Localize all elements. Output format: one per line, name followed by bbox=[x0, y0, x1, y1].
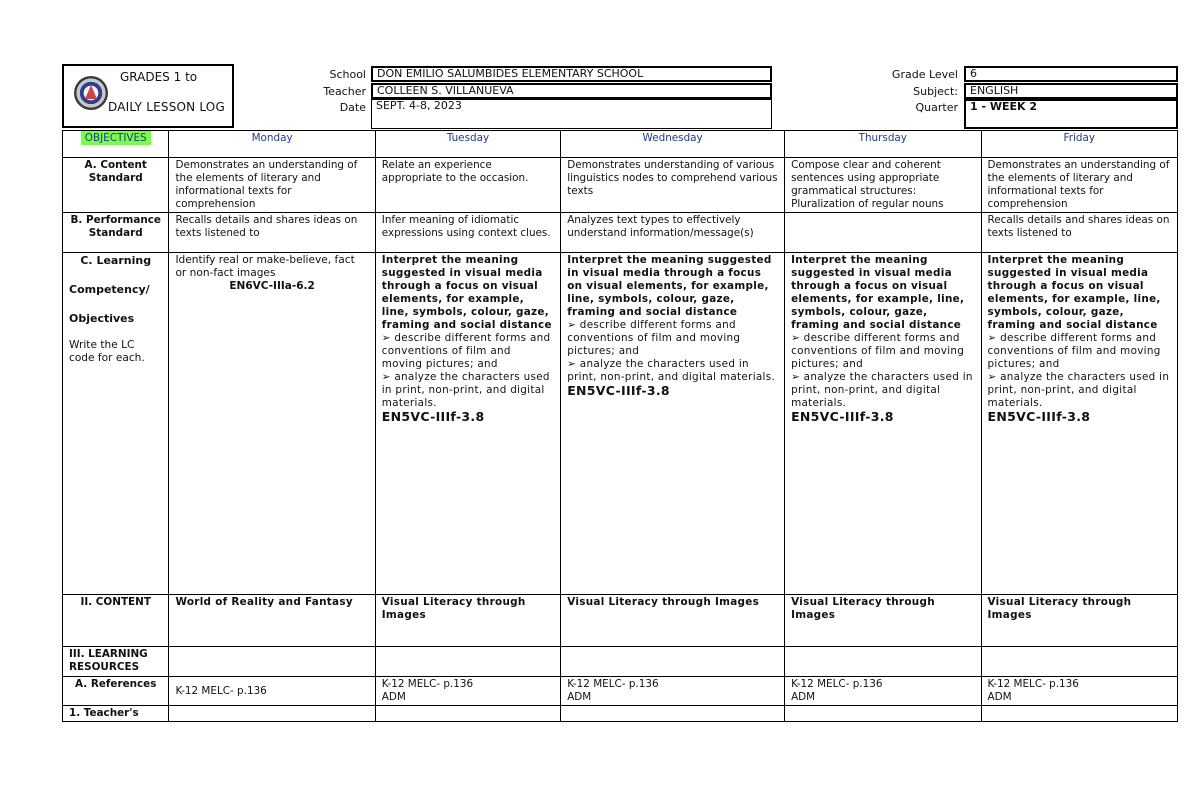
learning-resources-thursday bbox=[785, 647, 981, 677]
lc-code-note: Write the LC code for each. bbox=[69, 339, 145, 364]
lc-tuesday-bullet-1: ➢ describe different forms and conventions of film and moving pictures; and bbox=[381, 332, 551, 370]
title-box bbox=[62, 64, 234, 128]
objectives-tag: OBJECTIVES bbox=[81, 131, 151, 145]
school-value: DON EMILIO SALUMBIDES ELEMENTARY SCHOOL bbox=[371, 66, 772, 82]
lc-tuesday-code: EN5VC-IIIf-3.8 bbox=[381, 409, 485, 424]
content-wednesday: Visual Literacy through Images bbox=[561, 595, 785, 647]
performance-standard-thursday bbox=[785, 213, 981, 253]
learning-resources-friday bbox=[981, 647, 1177, 677]
references-wednesday bbox=[561, 677, 785, 706]
performance-standard-row bbox=[63, 213, 1178, 253]
day-wednesday: Wednesday bbox=[561, 131, 785, 158]
lc-thursday-bullet-2: ➢ analyze the characters used in print, non-print, and digital materials. bbox=[791, 371, 973, 409]
references-tuesday bbox=[375, 677, 560, 706]
lesson-log-table bbox=[62, 130, 1178, 722]
grades-title: GRADES 1 to bbox=[120, 70, 198, 84]
lc-friday-bullet-1: ➢ describe different forms and conventions of film and moving pictures; and bbox=[987, 332, 1161, 370]
grade-level-value: 6 bbox=[964, 66, 1178, 82]
subject-value: ENGLISH bbox=[964, 83, 1178, 99]
references-row bbox=[63, 677, 1178, 706]
teacher-guide-label: 1. Teacher's bbox=[63, 706, 169, 722]
content-monday: World of Reality and Fantasy bbox=[169, 595, 375, 647]
references-tuesday-adm: ADM bbox=[381, 691, 406, 703]
content-standard-thursday: Compose clear and coherent sentences using appropriate grammatical structures: Pluralization of regular nouns bbox=[785, 158, 981, 213]
references-wednesday-adm: ADM bbox=[567, 691, 592, 703]
learning-competency-label-cell bbox=[63, 253, 169, 595]
grade-level-label: Grade Level bbox=[891, 68, 958, 81]
references-wednesday-melc: K-12 MELC- p.136 bbox=[567, 678, 659, 690]
date-label: Date bbox=[339, 101, 366, 114]
performance-standard-tuesday: Infer meaning of idiomatic expressions using context clues. bbox=[375, 213, 560, 253]
learning-competency-wednesday bbox=[561, 253, 785, 595]
references-thursday-adm: ADM bbox=[791, 691, 816, 703]
references-tuesday-melc: K-12 MELC- p.136 bbox=[381, 678, 474, 690]
references-thursday bbox=[785, 677, 981, 706]
daily-lesson-log-title: DAILY LESSON LOG bbox=[108, 100, 225, 114]
performance-standard-wednesday: Analyzes text types to effectively understand information/message(s) bbox=[561, 213, 785, 253]
lc-monday-text: Identify real or make-believe, fact or non-fact images bbox=[175, 254, 355, 279]
learning-competency-label-1: C. Learning bbox=[80, 254, 152, 267]
learning-competency-thursday bbox=[785, 253, 981, 595]
learning-competency-tuesday bbox=[375, 253, 560, 595]
lc-friday-code: EN5VC-IIIf-3.8 bbox=[987, 409, 1091, 424]
content-standard-friday: Demonstrates an understanding of the elements of literary and informational texts for comprehension bbox=[981, 158, 1177, 213]
content-tuesday: Visual Literacy through Images bbox=[375, 595, 560, 647]
performance-standard-monday: Recalls details and shares ideas on texts listened to bbox=[169, 213, 375, 253]
lc-friday-objective: Interpret the meaning suggested in visual media through a focus on visual elements, for example, line, symbols, colour, gaze, framing and social distance bbox=[987, 254, 1161, 331]
performance-standard-friday: Recalls details and shares ideas on texts listened to bbox=[981, 213, 1177, 253]
quarter-label: Quarter bbox=[915, 101, 958, 114]
lc-monday-code: EN6VC-IIIa-6.2 bbox=[229, 280, 315, 292]
teacher-guide-tuesday bbox=[375, 706, 560, 722]
teacher-guide-wednesday bbox=[561, 706, 785, 722]
learning-resources-monday bbox=[169, 647, 375, 677]
lc-tuesday-bullet-2: ➢ analyze the characters used in print, non-print, and digital materials. bbox=[381, 371, 550, 409]
learning-resources-row bbox=[63, 647, 1178, 677]
day-header-row bbox=[63, 131, 1178, 158]
references-thursday-melc: K-12 MELC- p.136 bbox=[791, 678, 883, 690]
content-standard-row bbox=[63, 158, 1178, 213]
teacher-guide-thursday bbox=[785, 706, 981, 722]
lc-wednesday-bullet-1: ➢ describe different forms and conventions of film and moving pictures; and bbox=[567, 319, 741, 357]
performance-standard-label: B. Performance Standard bbox=[63, 213, 169, 253]
content-row bbox=[63, 595, 1178, 647]
learning-resources-label: III. LEARNING RESOURCES bbox=[63, 647, 169, 677]
learning-competency-label-2: Competency/ bbox=[69, 283, 150, 296]
references-friday-adm: ADM bbox=[987, 691, 1012, 703]
teacher-label: Teacher bbox=[323, 85, 366, 98]
content-thursday: Visual Literacy through Images bbox=[785, 595, 981, 647]
day-tuesday: Tuesday bbox=[375, 131, 560, 158]
learning-competency-row bbox=[63, 253, 1178, 595]
school-label: School bbox=[329, 68, 366, 81]
teacher-guide-friday bbox=[981, 706, 1177, 722]
lc-wednesday-bullet-2: ➢ analyze the characters used in print, non-print, and digital materials. bbox=[567, 358, 776, 383]
lc-wednesday-code: EN5VC-IIIf-3.8 bbox=[567, 383, 670, 398]
references-label: A. References bbox=[63, 677, 169, 706]
day-monday: Monday bbox=[169, 131, 375, 158]
teacher-guide-row bbox=[63, 706, 1178, 722]
learning-competency-label-3: Objectives bbox=[69, 312, 135, 325]
deped-seal-icon bbox=[74, 76, 108, 110]
subject-label: Subject: bbox=[913, 85, 958, 98]
header-block bbox=[62, 64, 1178, 130]
content-standard-monday: Demonstrates an understanding of the elements of literary and informational texts for comprehension bbox=[169, 158, 375, 213]
lc-friday-bullet-2: ➢ analyze the characters used in print, non-print, and digital materials. bbox=[987, 371, 1170, 409]
lc-wednesday-objective: Interpret the meaning suggested in visual media through a focus on visual elements, for example, line, symbols, colour, gaze, framing and social distance bbox=[567, 254, 772, 318]
learning-competency-monday bbox=[169, 253, 375, 595]
lc-thursday-code: EN5VC-IIIf-3.8 bbox=[791, 409, 894, 424]
content-standard-tuesday: Relate an experience appropriate to the occasion. bbox=[375, 158, 560, 213]
learning-resources-wednesday bbox=[561, 647, 785, 677]
references-friday bbox=[981, 677, 1177, 706]
day-thursday: Thursday bbox=[785, 131, 981, 158]
date-value: SEPT. 4-8, 2023 bbox=[371, 99, 772, 129]
learning-competency-friday bbox=[981, 253, 1177, 595]
content-standard-label: A. Content Standard bbox=[63, 158, 169, 213]
teacher-value: COLLEEN S. VILLANUEVA bbox=[371, 83, 772, 99]
references-monday: K-12 MELC- p.136 bbox=[169, 677, 375, 706]
teacher-guide-monday bbox=[169, 706, 375, 722]
references-friday-melc: K-12 MELC- p.136 bbox=[987, 678, 1079, 690]
content-standard-wednesday: Demonstrates understanding of various linguistics nodes to comprehend various texts bbox=[561, 158, 785, 213]
content-friday: Visual Literacy through Images bbox=[981, 595, 1177, 647]
lc-thursday-bullet-1: ➢ describe different forms and conventions of film and moving pictures; and bbox=[791, 332, 965, 370]
lc-thursday-objective: Interpret the meaning suggested in visual media through a focus on visual elements, for example, line, symbols, colour, gaze, framing and social distance bbox=[791, 254, 965, 331]
learning-resources-tuesday bbox=[375, 647, 560, 677]
content-label: II. CONTENT bbox=[63, 595, 169, 647]
quarter-value: 1 - WEEK 2 bbox=[964, 99, 1178, 129]
daily-lesson-log-page bbox=[62, 64, 1178, 719]
day-friday: Friday bbox=[981, 131, 1177, 158]
lc-tuesday-objective: Interpret the meaning suggested in visual media through a focus on visual elements, for example, line, symbols, colour, gaze, framing and social distance bbox=[381, 254, 552, 331]
objectives-header bbox=[63, 131, 169, 158]
